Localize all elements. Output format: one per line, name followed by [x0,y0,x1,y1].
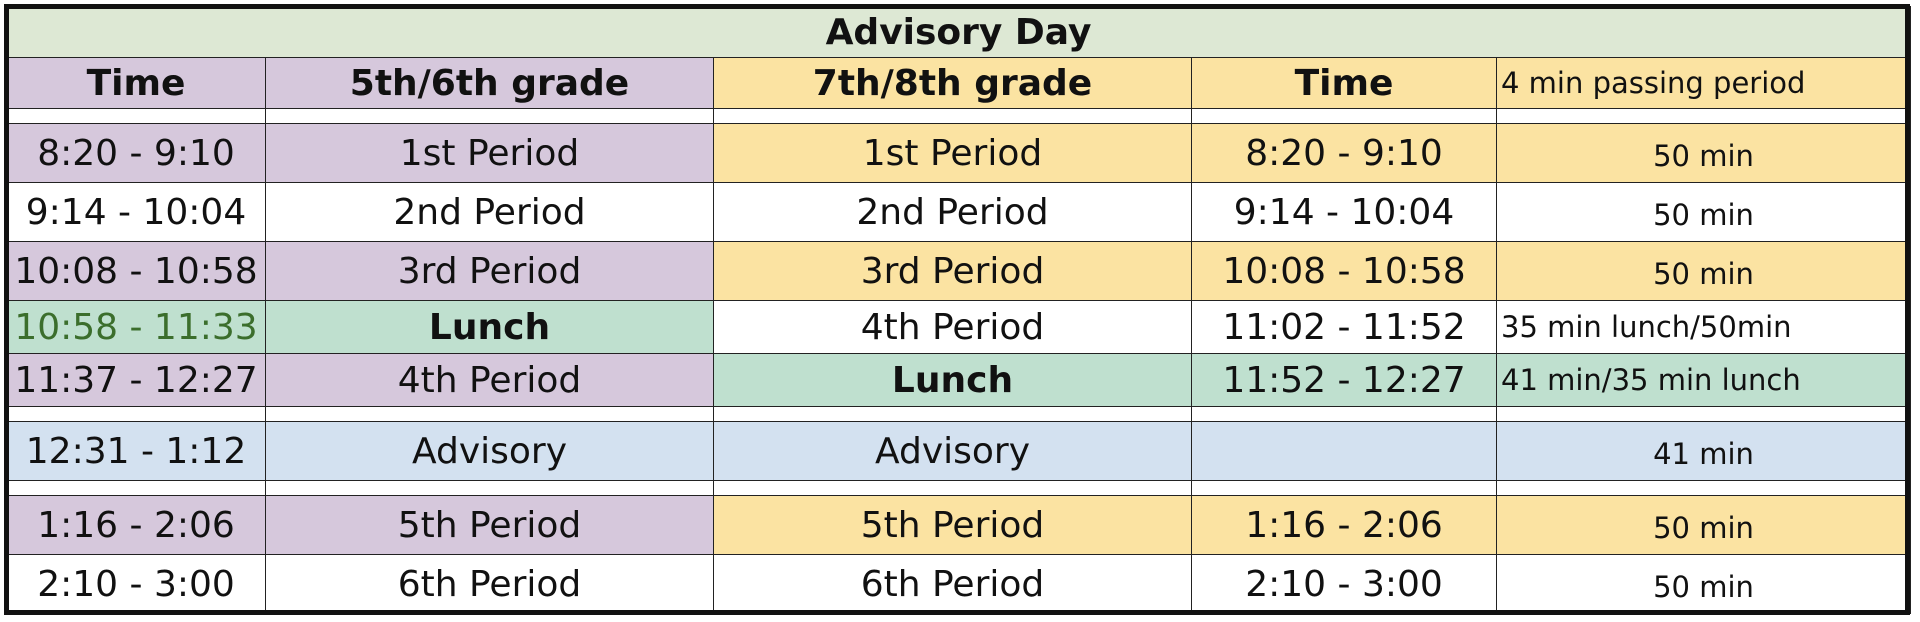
advisory-row [7,422,1911,481]
time-cell-right: 11:52 - 12:27 [1192,354,1497,407]
spacer-row [7,481,1911,496]
schedule-table [6,6,1911,614]
grade-5-6-cell: 4th Period [266,354,714,407]
time-cell: 2:10 - 3:00 [7,555,266,614]
duration-cell: 50 min [1497,124,1911,183]
grade-7-8-cell: 5th Period [714,496,1192,555]
schedule-row [7,242,1911,301]
duration-cell: 50 min [1497,242,1911,301]
time-cell-right: 10:08 - 10:58 [1192,242,1497,301]
grade-7-8-advisory-cell: Advisory [714,422,1192,481]
schedule-row [7,124,1911,183]
header-time-right: Time [1192,58,1497,109]
grade-7-8-cell: 3rd Period [714,242,1192,301]
header-time-left: Time [7,58,266,109]
schedule-row [7,183,1911,242]
grade-5-6-cell: 5th Period [266,496,714,555]
grade-7-8-lunch-cell: Lunch [714,354,1192,407]
time-cell-right: 11:02 - 11:52 [1192,301,1497,354]
grade-5-6-cell: 6th Period [266,555,714,614]
time-cell-right: 2:10 - 3:00 [1192,555,1497,614]
schedule-row [7,555,1911,614]
time-cell: 10:58 - 11:33 [7,301,266,354]
time-cell: 9:14 - 10:04 [7,183,266,242]
spacer-row [7,109,1911,124]
header-passing-note: 4 min passing period [1497,58,1911,109]
duration-cell: 50 min [1497,183,1911,242]
duration-cell: 50 min [1497,496,1911,555]
duration-note-cell: 35 min lunch/50min [1497,301,1911,354]
grade-5-6-cell: 3rd Period [266,242,714,301]
time-cell: 12:31 - 1:12 [7,422,266,481]
time-cell-right [1192,422,1497,481]
header-grade-5-6: 5th/6th grade [266,58,714,109]
header-row [7,58,1911,109]
spacer-row [7,407,1911,422]
title-row [7,7,1911,58]
duration-note-cell: 41 min/35 min lunch [1497,354,1911,407]
time-cell: 8:20 - 9:10 [7,124,266,183]
schedule-row [7,354,1911,407]
schedule-title: Advisory Day [7,7,1911,58]
duration-cell: 41 min [1497,422,1911,481]
grade-7-8-cell: 1st Period [714,124,1192,183]
header-grade-7-8: 7th/8th grade [714,58,1192,109]
time-cell: 1:16 - 2:06 [7,496,266,555]
time-cell: 10:08 - 10:58 [7,242,266,301]
grade-7-8-cell: 2nd Period [714,183,1192,242]
grade-7-8-cell: 4th Period [714,301,1192,354]
time-cell-right: 9:14 - 10:04 [1192,183,1497,242]
time-cell-right: 8:20 - 9:10 [1192,124,1497,183]
schedule-row [7,301,1911,354]
time-cell: 11:37 - 12:27 [7,354,266,407]
duration-cell: 50 min [1497,555,1911,614]
grade-5-6-advisory-cell: Advisory [266,422,714,481]
grade-5-6-lunch-cell: Lunch [266,301,714,354]
grade-5-6-cell: 2nd Period [266,183,714,242]
grade-7-8-cell: 6th Period [714,555,1192,614]
time-cell-right: 1:16 - 2:06 [1192,496,1497,555]
schedule-row [7,496,1911,555]
grade-5-6-cell: 1st Period [266,124,714,183]
